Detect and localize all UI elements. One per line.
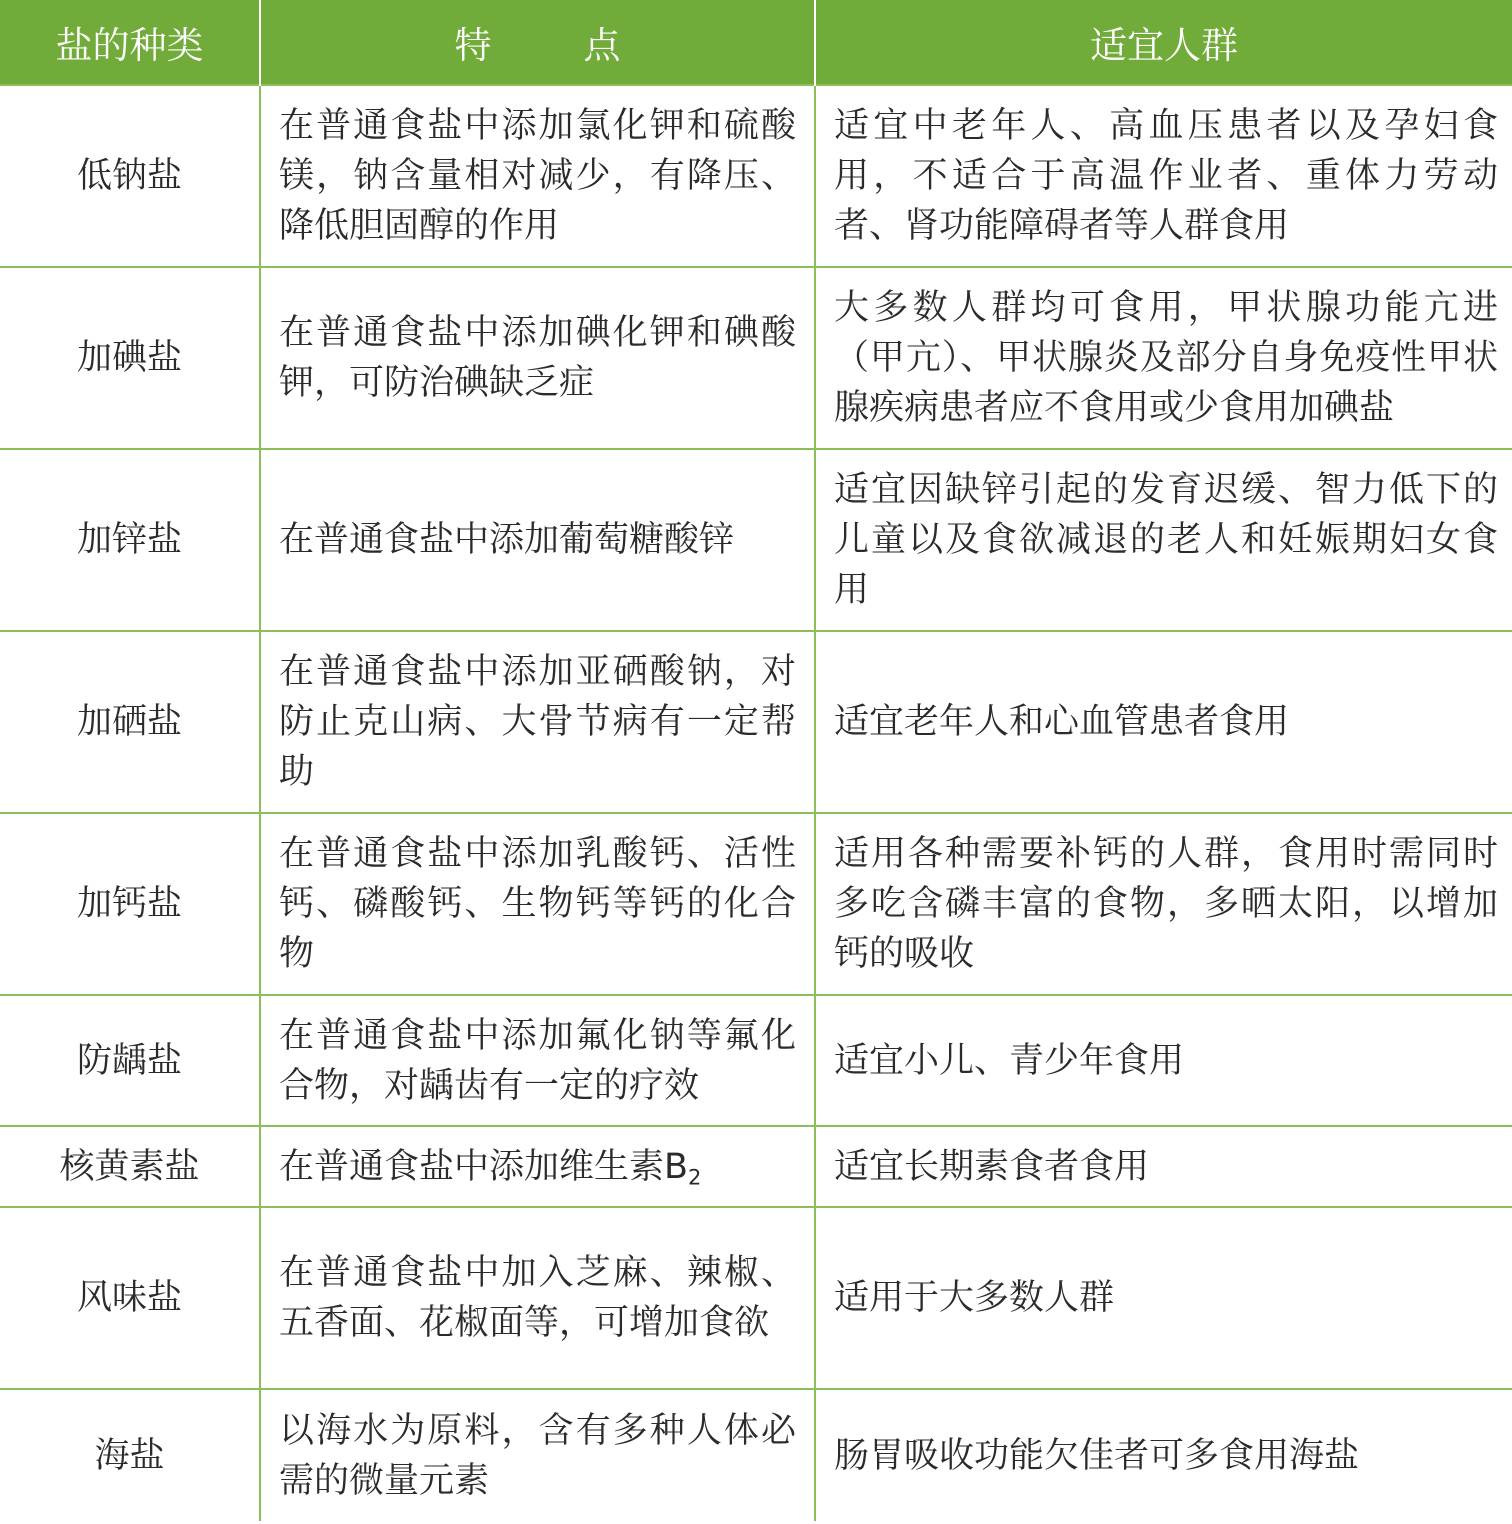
audience-cell: 适用各种需要补钙的人群，食用时需同时多吃含磷丰富的食物，多晒太阳，以增加钙的吸收 [815, 813, 1512, 995]
feature-cell: 在普通食盐中添加亚硒酸钠，对防止克山病、大骨节病有一定帮助 [260, 631, 815, 813]
table-row [0, 995, 1512, 1126]
feature-cell: 在普通食盐中添加氯化钾和硫酸镁，钠含量相对减少，有降压、降低胆固醇的作用 [260, 85, 815, 267]
feature-cell: 在普通食盐中添加碘化钾和碘酸钾，可防治碘缺乏症 [260, 267, 815, 449]
table-row [0, 631, 1512, 813]
header-feature-part-2: 点 [583, 24, 621, 67]
audience-cell: 适宜中老年人、高血压患者以及孕妇食用，不适合于高温作业者、重体力劳动者、肾功能障碍者等人群食用 [815, 85, 1512, 267]
feature-text: 在普通食盐中添加维生素B [279, 1146, 689, 1187]
table-row [0, 85, 1512, 267]
salt-type-cell: 加钙盐 [0, 813, 260, 995]
audience-cell: 适宜老年人和心血管患者食用 [815, 631, 1512, 813]
salt-type-cell: 防龋盐 [0, 995, 260, 1126]
feature-cell: 在普通食盐中加入芝麻、辣椒、五香面、花椒面等，可增加食欲 [260, 1207, 815, 1389]
feature-cell: 在普通食盐中添加氟化钠等氟化合物，对龋齿有一定的疗效 [260, 995, 815, 1126]
table-row [0, 449, 1512, 631]
salt-type-cell: 加锌盐 [0, 449, 260, 631]
header-salt-type: 盐的种类 [0, 0, 260, 85]
salt-type-cell: 加碘盐 [0, 267, 260, 449]
audience-cell: 适宜因缺锌引起的发育迟缓、智力低下的儿童以及食欲减退的老人和妊娠期妇女食用 [815, 449, 1512, 631]
table-row [0, 1207, 1512, 1389]
salt-type-cell: 海盐 [0, 1389, 260, 1521]
table-row [0, 1126, 1512, 1207]
table-row [0, 267, 1512, 449]
table-header-row [0, 0, 1512, 85]
audience-cell: 大多数人群均可食用，甲状腺功能亢进（甲亢）、甲状腺炎及部分自身免疫性甲状腺疾病患者应不食用或少食用加碘盐 [815, 267, 1512, 449]
salt-type-cell: 低钠盐 [0, 85, 260, 267]
header-feature [260, 0, 815, 85]
audience-cell: 适用于大多数人群 [815, 1207, 1512, 1389]
feature-cell [260, 1126, 815, 1207]
subscript-2: 2 [688, 1164, 702, 1189]
feature-cell: 以海水为原料，含有多种人体必需的微量元素 [260, 1389, 815, 1521]
salt-type-cell: 核黄素盐 [0, 1126, 260, 1207]
table-row [0, 1389, 1512, 1521]
audience-cell: 适宜小儿、青少年食用 [815, 995, 1512, 1126]
feature-cell: 在普通食盐中添加葡萄糖酸锌 [260, 449, 815, 631]
audience-cell: 适宜长期素食者食用 [815, 1126, 1512, 1207]
header-feature-part-1: 特 [454, 24, 492, 67]
header-audience: 适宜人群 [815, 0, 1512, 85]
audience-cell: 肠胃吸收功能欠佳者可多食用海盐 [815, 1389, 1512, 1521]
salt-type-cell: 加硒盐 [0, 631, 260, 813]
salt-type-cell: 风味盐 [0, 1207, 260, 1389]
table-row [0, 813, 1512, 995]
feature-cell: 在普通食盐中添加乳酸钙、活性钙、磷酸钙、生物钙等钙的化合物 [260, 813, 815, 995]
